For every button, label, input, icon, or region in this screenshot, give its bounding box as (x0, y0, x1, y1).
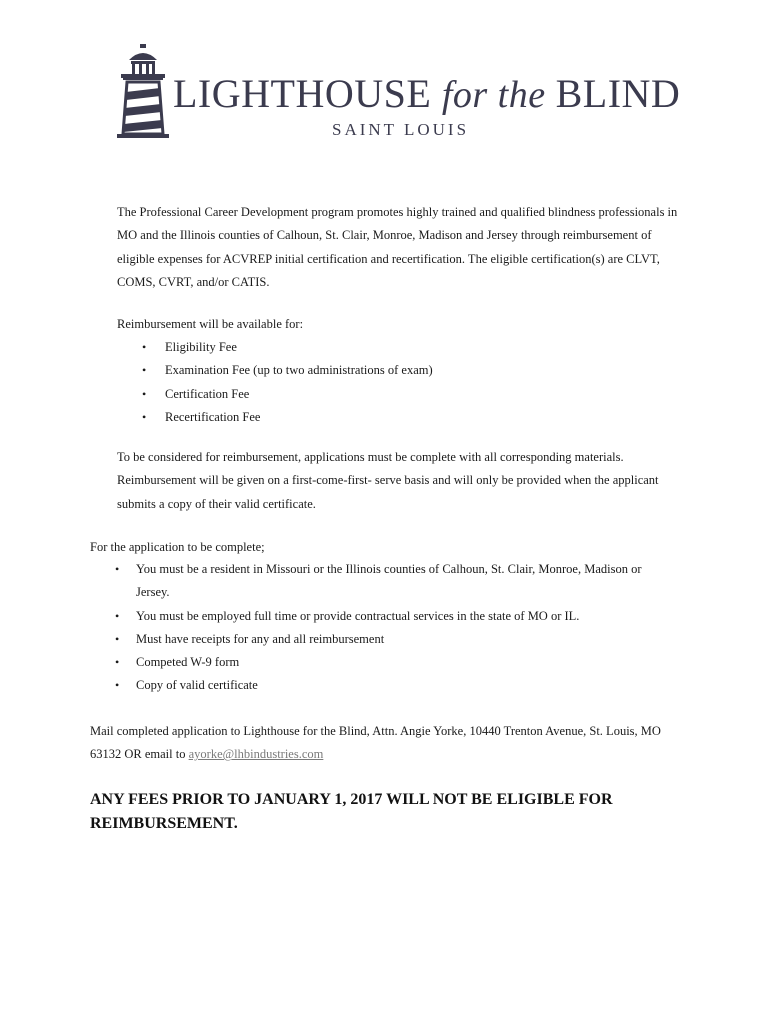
bullet-icon: • (115, 631, 120, 646)
email-link[interactable]: ayorke@lhbindustries.com (188, 747, 324, 762)
list-item-text: You must be a resident in Missouri or the Illinois counties of Calhoun, St. Clair, Monroe, Madison or Jersey. (136, 562, 642, 600)
list-item (117, 406, 433, 429)
bullet-icon: • (115, 562, 120, 576)
list-item (90, 674, 650, 697)
list-item-text: Recertification Fee (165, 409, 261, 424)
list-item-text: Examination Fee (up to two administrations of exam) (165, 363, 433, 378)
bullet-icon: • (142, 409, 147, 424)
list-item (90, 558, 650, 605)
list-item-text: Copy of valid certificate (136, 678, 258, 693)
list-item-text: Certification Fee (165, 386, 250, 401)
logo-wordmark (173, 71, 681, 116)
deadline-warning: ANY FEES PRIOR TO JANUARY 1, 2017 WILL NOT BE ELIGIBLE FOR REIMBURSEMENT. (90, 791, 613, 832)
reimbursement-list (117, 336, 433, 429)
intro-paragraph: The Professional Career Development program promotes highly trained and qualified blindness professionals in MO and the Illinois counties of Calhoun, St. Clair, Monroe, Madison and Jersey through reimbursement of eligible expenses for ACVREP initial certification and recertification. The eligible certification(s) are CLVT, COMS, CVRT, and/or CATIS. (117, 205, 678, 289)
list-item (90, 628, 650, 651)
bullet-icon: • (115, 655, 120, 670)
list-item (117, 383, 433, 406)
list-item-text: Must have receipts for any and all reimbursement (136, 631, 385, 646)
list-item-text: Eligibility Fee (165, 340, 237, 354)
bullet-icon: • (142, 340, 147, 354)
bullet-icon: • (142, 363, 147, 378)
list-item-text: Competed W-9 form (136, 655, 240, 670)
requirements-list (90, 558, 650, 698)
mail-paragraph (90, 720, 680, 767)
logo-word-lighthouse: LIGHTHOUSE (173, 71, 442, 116)
list-item (90, 605, 650, 628)
list-item (117, 359, 433, 382)
requirements-heading: For the application to be complete; (90, 540, 265, 554)
consideration-paragraph: To be considered for reimbursement, applications must be complete with all corresponding materials. Reimbursement will be given on a first-come-first- serve basis and will only be provided when the applicant submits a copy of their valid certificate. (117, 450, 659, 511)
bullet-icon: • (142, 386, 147, 401)
list-item (90, 651, 650, 674)
bullet-icon: • (115, 678, 120, 693)
bullet-icon: • (115, 608, 120, 623)
logo-word-blind: BLIND (555, 71, 681, 116)
list-item (117, 336, 433, 359)
lighthouse-logo (113, 42, 681, 142)
lighthouse-icon (113, 42, 173, 138)
logo-word-for-the: for the (441, 74, 556, 116)
mail-text: Mail completed application to Lighthouse for the Blind, Attn. Angie Yorke, 10440 Trenton Avenue, St. Louis, MO 63132 OR email to (90, 724, 661, 762)
logo-subtitle: SAINT LOUIS (332, 120, 470, 139)
reimbursement-heading: Reimbursement will be available for: (117, 317, 304, 331)
list-item-text: You must be employed full time or provide contractual services in the state of MO or IL. (136, 608, 580, 623)
